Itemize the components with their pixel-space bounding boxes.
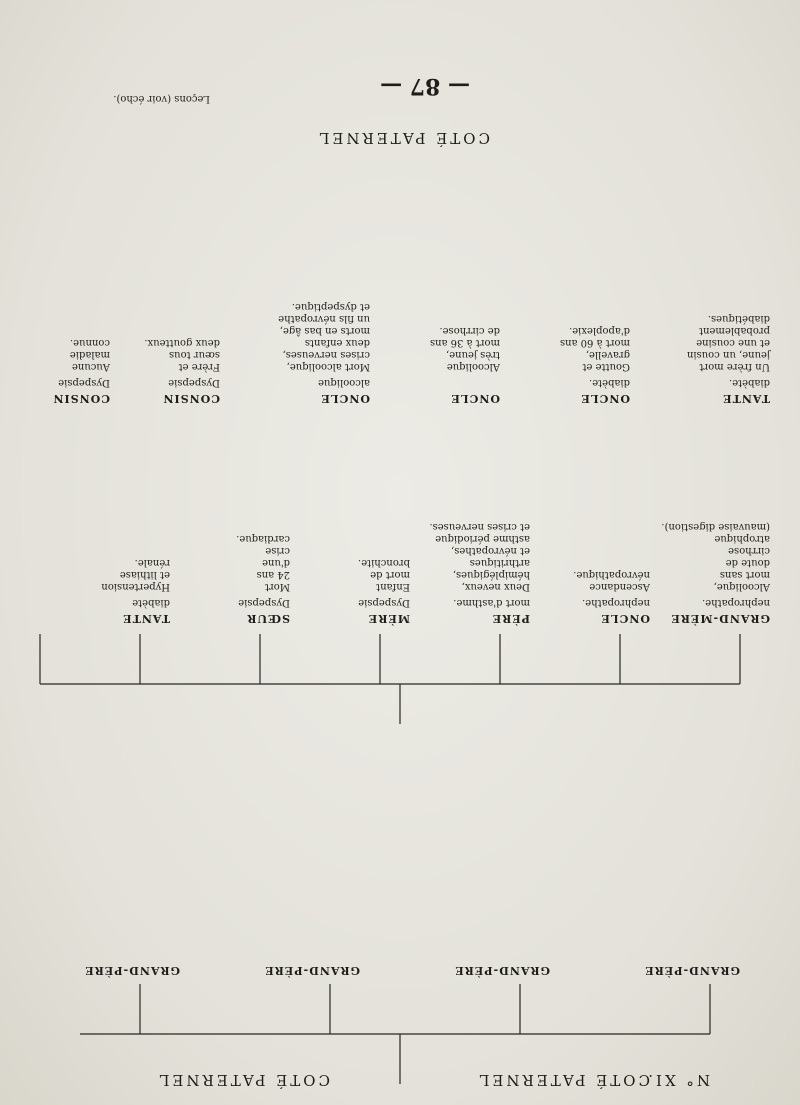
node-c4-3-desc: Aucune maladie connue. (69, 337, 110, 372)
node-c4-2-sub: Dyspepsie (168, 377, 220, 388)
node-c1-2: ONCLE (600, 612, 650, 625)
node-c1-1-sub: nephropathe. (702, 597, 770, 608)
node-c4-1: ONCLE (320, 392, 370, 405)
node-c2-3: SŒUR (246, 612, 290, 625)
col-1-header: GRAND-PÈRE (644, 964, 740, 977)
node-c1-1-desc: Alcoolique, mort sans doute de cirrhose atrophique (mauvaise digestion). (661, 521, 770, 592)
node-c3-1: TANTE (722, 392, 770, 405)
tree-root: COTÉ PATERNEL (316, 129, 490, 147)
page-title-right: COTÉ PATERNEL (476, 1071, 650, 1089)
node-c2-1-sub: mort d'asthme. (453, 597, 530, 608)
col-3-header: GRAND-PÈRE (264, 964, 360, 977)
node-c2-4-desc: Hypertension et lithiase rénale. (101, 557, 170, 592)
node-c2-4-sub: diabète (132, 597, 170, 608)
node-c4-1-sub: alcoolique (318, 377, 370, 388)
node-c4-1-desc: Mort alcoolique, crises nerveuses, deux enfants morts en bas âge, un fils névropathe et dyspeptique. (278, 301, 370, 372)
node-c3-1-desc: Un frère mort jeune, un cousin et une cousine probablement diabétiques. (686, 313, 770, 372)
node-c1-2-desc: Ascendance névropathique. (573, 569, 650, 592)
node-c4-2-desc: Frère et sœur tous deux goutteux. (144, 337, 220, 372)
node-c4-3-sub: Dyspepsie (58, 377, 110, 388)
node-c2-1: PÈRE (491, 612, 530, 625)
node-c1-1: GRAND-MÈRE (670, 612, 770, 625)
node-c2-3-desc: Mort 24 ans d'une crise cardiaque. (236, 533, 290, 592)
node-c2-2: MÈRE (367, 612, 410, 625)
node-c2-2-sub: Dyspepsie (358, 597, 410, 608)
node-c3-3-desc: Alcoolique très jeune, mort à 36 ans de cirrhose. (429, 325, 500, 372)
node-c2-3-sub: Dyspepsie (238, 597, 290, 608)
node-c3-1-sub: diabète. (729, 377, 770, 388)
node-c3-3: ONCLE (450, 392, 500, 405)
col-2-header: GRAND-PÈRE (454, 964, 550, 977)
node-c2-2-desc: Enfant mort de bronchite. (358, 557, 410, 592)
node-c1-2-sub: nephropathe. (582, 597, 650, 608)
page-number: — 87 — (380, 73, 470, 99)
running-note: Leçons (voir écho). (113, 93, 210, 104)
plate-number: N° XI. (645, 1071, 710, 1089)
node-c3-2-desc: Goutte et gravelle, mort à 60 ans d'apoplexie. (559, 325, 630, 372)
col-4-header: GRAND-PÈRE (84, 964, 180, 977)
node-c4-3: CONSIN (52, 392, 110, 405)
node-c3-2: ONCLE (580, 392, 630, 405)
page-title-left: COTÉ PATERNEL (156, 1071, 330, 1089)
node-c2-1-desc: Deux neveux, hémiplégiques, arthritiques et névropathes, asthme périodique et crises nerveuses. (429, 521, 530, 592)
node-c4-2: CONSIN (162, 392, 220, 405)
node-c2-4: TANTE (122, 612, 170, 625)
node-c3-2-sub: diabète. (589, 377, 630, 388)
